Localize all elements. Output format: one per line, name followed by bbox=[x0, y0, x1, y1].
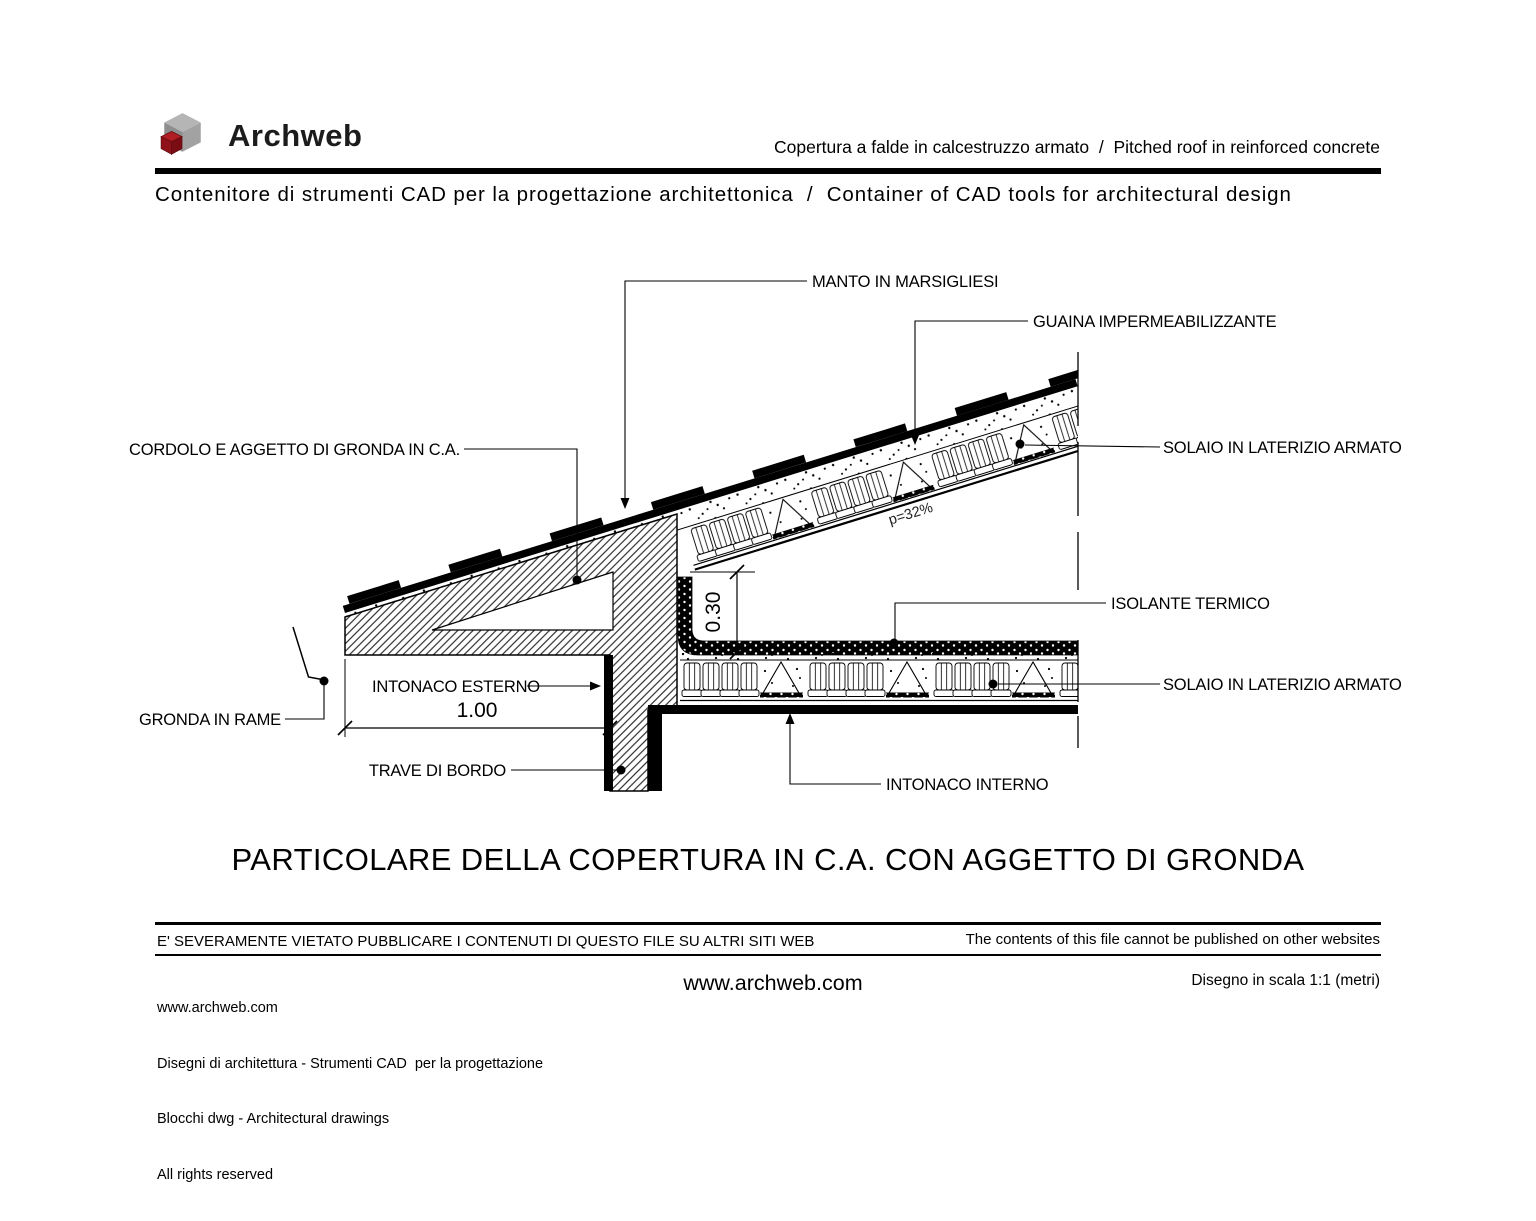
label-gronda: GRONDA IN RAME bbox=[138, 711, 281, 729]
footer-notice-it: E' SEVERAMENTE VIETATO PUBBLICARE I CONTENUTI DI QUESTO FILE SU ALTRI SITI WEB bbox=[157, 933, 815, 950]
archweb-logo-cube bbox=[158, 110, 207, 159]
header-rule bbox=[155, 168, 1381, 174]
brand-name: Archweb bbox=[228, 118, 363, 153]
footer-rule-top bbox=[155, 922, 1381, 925]
label-manto: MANTO IN MARSIGLIESI bbox=[812, 273, 999, 291]
archweb-logo bbox=[158, 110, 207, 159]
roof-tiles bbox=[340, 363, 1104, 613]
label-isolante: ISOLANTE TERMICO bbox=[1111, 595, 1270, 613]
label-solaio-inferiore: SOLAIO IN LATERIZIO ARMATO bbox=[1163, 676, 1402, 694]
internal-plaster-strip bbox=[648, 705, 1078, 714]
footer-site: www.archweb.com bbox=[683, 971, 863, 995]
label-trave: TRAVE DI BORDO bbox=[368, 762, 506, 780]
footer-scale-note: Disegno in scala 1:1 (metri) bbox=[1191, 972, 1380, 989]
lower-floor-slab bbox=[648, 653, 1078, 791]
footer-info-line: www.archweb.com bbox=[157, 1000, 278, 1016]
header-title: Copertura a falde in calcestruzzo armato / Pitched roof in reinforced concrete bbox=[774, 137, 1380, 157]
thermal-insulation-band bbox=[678, 577, 1078, 655]
footer-info-line: Blocchi dwg - Architectural drawings bbox=[157, 1111, 390, 1127]
label-solaio-superiore: SOLAIO IN LATERIZIO ARMATO bbox=[1163, 439, 1402, 457]
footer-info-block bbox=[157, 962, 543, 1221]
label-intonaco-interno: INTONACO INTERNO bbox=[886, 776, 1049, 794]
footer-info-line: All rights reserved bbox=[157, 1166, 274, 1183]
label-intonaco-esterno: INTONACO ESTERNO bbox=[372, 678, 540, 696]
dim-height-value: 0.30 bbox=[702, 591, 725, 633]
slope-label: p=32% bbox=[886, 499, 935, 529]
footer-rule-bottom bbox=[155, 954, 1381, 956]
external-plaster-strip bbox=[604, 655, 613, 791]
footer-notice-en: The contents of this file cannot be published on other websites bbox=[965, 931, 1380, 948]
dim-overhang-value: 1.00 bbox=[456, 699, 498, 722]
label-guaina: GUAINA IMPERMEABILIZZANTE bbox=[1033, 313, 1277, 331]
label-cordolo: CORDOLO E AGGETTO DI GRONDA IN C.A. bbox=[128, 441, 460, 459]
footer-info-line: Disegni di architettura - Strumenti CAD per la progettazione bbox=[157, 1055, 544, 1072]
dimension-overhang bbox=[338, 659, 617, 737]
gutter-profile bbox=[293, 627, 322, 680]
drawing-caption: PARTICOLARE DELLA COPERTURA IN C.A. CON AGGETTO DI GRONDA bbox=[231, 842, 1305, 877]
header-subtitle: Contenitore di strumenti CAD per la progettazione architettonica / Container of CAD tools for architectural design bbox=[155, 183, 1292, 206]
